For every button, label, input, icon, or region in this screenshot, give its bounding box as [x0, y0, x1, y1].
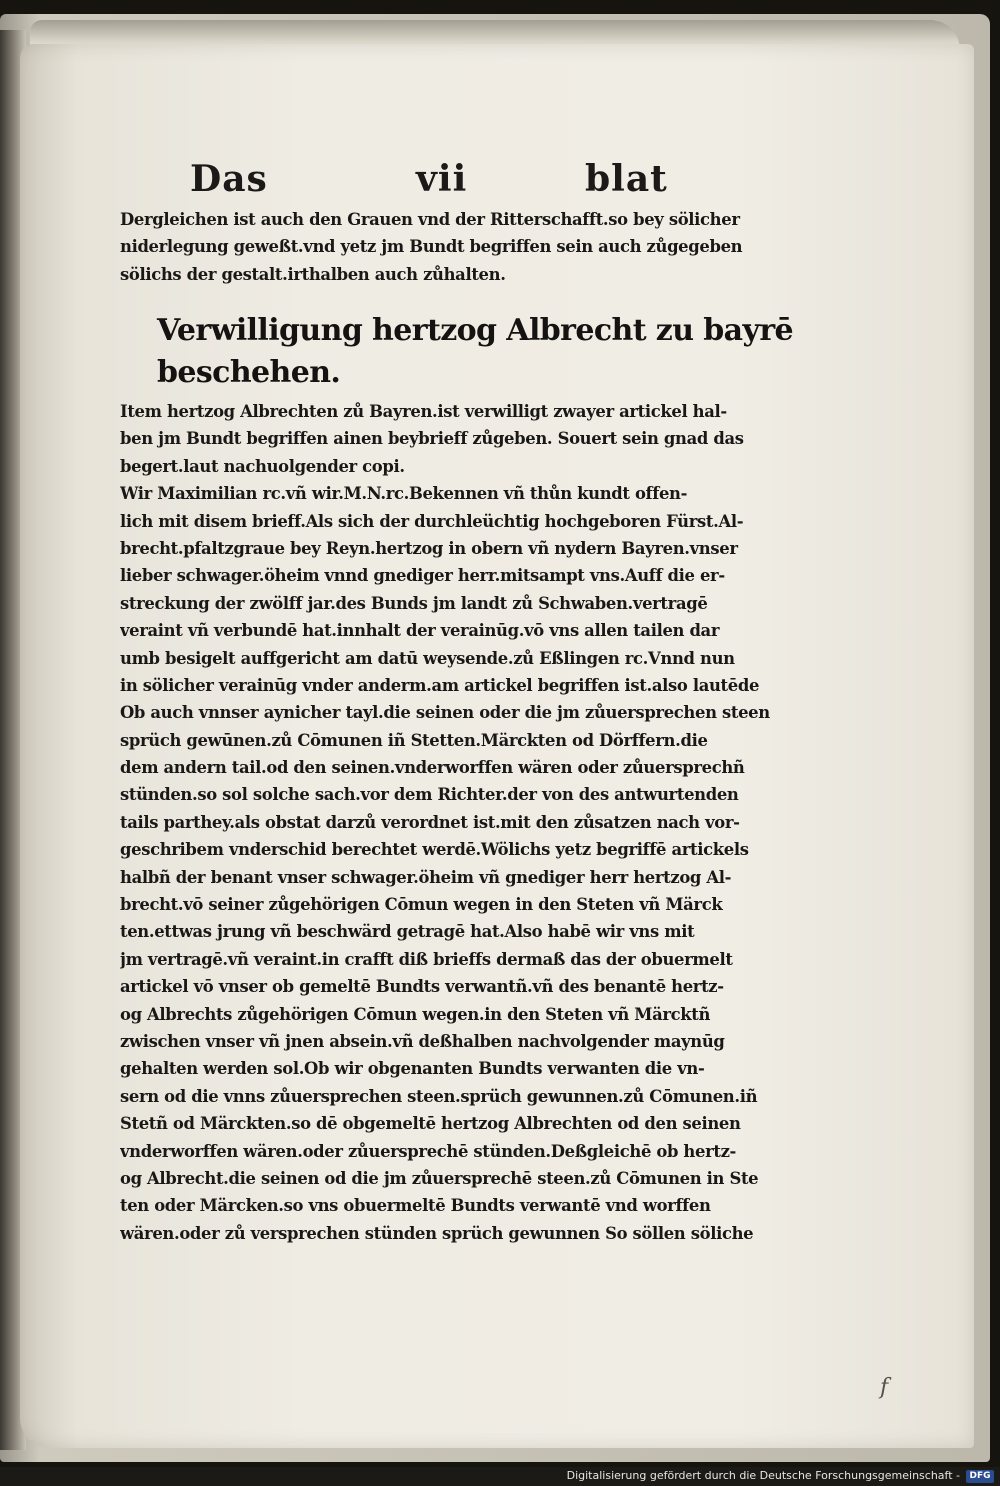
text-line: niderlegung geweßt.vnd yetz jm Bundt begriffen sein auch zůgegeben — [120, 237, 743, 257]
text-line: Wir Maximilian rc.vñ wir.M.N.rc.Bekennen vñ thůn kundt offen- — [120, 484, 688, 504]
text-line: lich mit disem brieff.Als sich der durchleüchtig hochgeboren Fürst.Al- — [120, 511, 744, 531]
text-line: vnderworffen wären.oder zůuersprechē stünden.Deßgleichē ob hertz- — [120, 1141, 736, 1161]
text-line: sprüch gewūnen.zů Cōmunen iñ Stetten.Märckten od Dörffern.die — [120, 730, 708, 750]
text-line: in sölicher verainūg vnder anderm.am artickel begriffen ist.also lautēde — [120, 675, 760, 695]
text-line: tails parthey.als obstat darzů verordnet ist.mit den zůsatzen nach vor- — [120, 812, 740, 832]
text-line: Dergleichen ist auch den Grauen vnd der Ritterschafft.so bey sölicher — [120, 210, 740, 229]
running-header — [190, 158, 668, 208]
text-line: veraint vñ verbundē hat.innhalt der verainūg.vō vns allen tailen dar — [120, 621, 720, 641]
body-text — [120, 398, 780, 1247]
text-line: og Albrechts zůgehörigen Cōmun wegen.in den Steten vñ Märcktñ — [120, 1004, 711, 1024]
footer-bar — [0, 1467, 1000, 1486]
text-line: brecht.vō seiner zůgehörigen Cōmun wegen in den Steten vñ Märck — [120, 895, 723, 915]
text-line: dem andern tail.od den seinen.vnderworffen wären oder zůuersprechñ — [120, 758, 745, 778]
text-line: artickel vō vnser ob gemeltē Bundts verwantñ.vñ des benantē hertz- — [120, 977, 724, 997]
text-line: begert.laut nachuolgender copi. — [120, 456, 405, 476]
text-line: Ob auch vnnser aynicher tayl.die seinen oder die jm zůuersprechen steen — [120, 703, 770, 723]
text-line: streckung der zwölff jar.des Bunds jm landt zů Schwaben.vertragē — [120, 593, 708, 613]
text-line: brecht.pfaltzgraue bey Reyn.hertzog in obern vñ nydern Bayren.vnser — [120, 538, 738, 558]
folio-mark: f — [880, 1375, 889, 1400]
text-line: lieber schwager.öheim vnnd gnediger herr.mitsampt vns.Auff die er- — [120, 566, 725, 586]
text-line: og Albrecht.die seinen od die jm zůuersprechē steen.zů Cōmunen in Ste — [120, 1168, 759, 1188]
text-line: halbñ der benant vnser schwager.öheim vñ gnediger herr hertzog Al- — [120, 867, 732, 887]
text-line: geschribem vnderschid berechtet werdē.Wölichs yetz begriffē artickels — [120, 840, 749, 860]
text-line: ben jm Bundt begriffen ainen beybrieff zůgeben. Souert sein gnad das — [120, 429, 744, 449]
text-line: stünden.so sol solche sach.vor dem Richter.der von des antwurtenden — [120, 785, 739, 805]
header-folio-number: vii — [416, 158, 468, 200]
text-line: Stetñ od Märckten.so dē obgemeltē hertzog Albrechten od den seinen — [120, 1114, 741, 1134]
text-line: sölichs der gestalt.irthalben auch zůhalten. — [120, 264, 506, 284]
text-line: ten oder Märcken.so vns obuermeltē Bundts verwantē vnd worffen — [120, 1196, 711, 1216]
text-line: jm vertragē.vñ veraint.in crafft diß brieffs dermaß das der obuermelt — [120, 949, 733, 969]
text-line: wären.oder zů versprechen stünden sprüch gewunnen So söllen söliche — [120, 1223, 754, 1243]
text-line: ten.ettwas jrung vñ beschwärd getragē hat.Also habē wir vns mit — [120, 922, 695, 942]
text-line: sern od die vnns zůuersprechen steen.sprüch gewunnen.zů Cōmunen.iñ — [120, 1086, 758, 1106]
heading-line: Verwilligung hertzog Albrecht zu bayrē — [157, 313, 794, 348]
text-line: umb besigelt auffgericht am datū weysende.zů Eßlingen rc.Vnnd nun — [120, 648, 735, 668]
text-line: gehalten werden sol.Ob wir obgenanten Bundts verwanten die vn- — [120, 1059, 705, 1079]
section-heading — [157, 310, 794, 394]
header-right: blat — [585, 158, 668, 200]
header-left: Das — [190, 158, 268, 200]
text-line: zwischen vnser vñ jnen absein.vñ deßhalben nachvolgender maynūg — [120, 1031, 725, 1051]
dfg-logo: DFG — [966, 1470, 994, 1483]
intro-paragraph — [120, 206, 780, 288]
text-line: Item hertzog Albrechten zů Bayren.ist verwilligt zwayer artickel hal- — [120, 402, 727, 421]
funding-credit: Digitalisierung gefördert durch die Deutsche Forschungsgemeinschaft - — [566, 1469, 960, 1482]
heading-line: beschehen. — [157, 355, 341, 390]
